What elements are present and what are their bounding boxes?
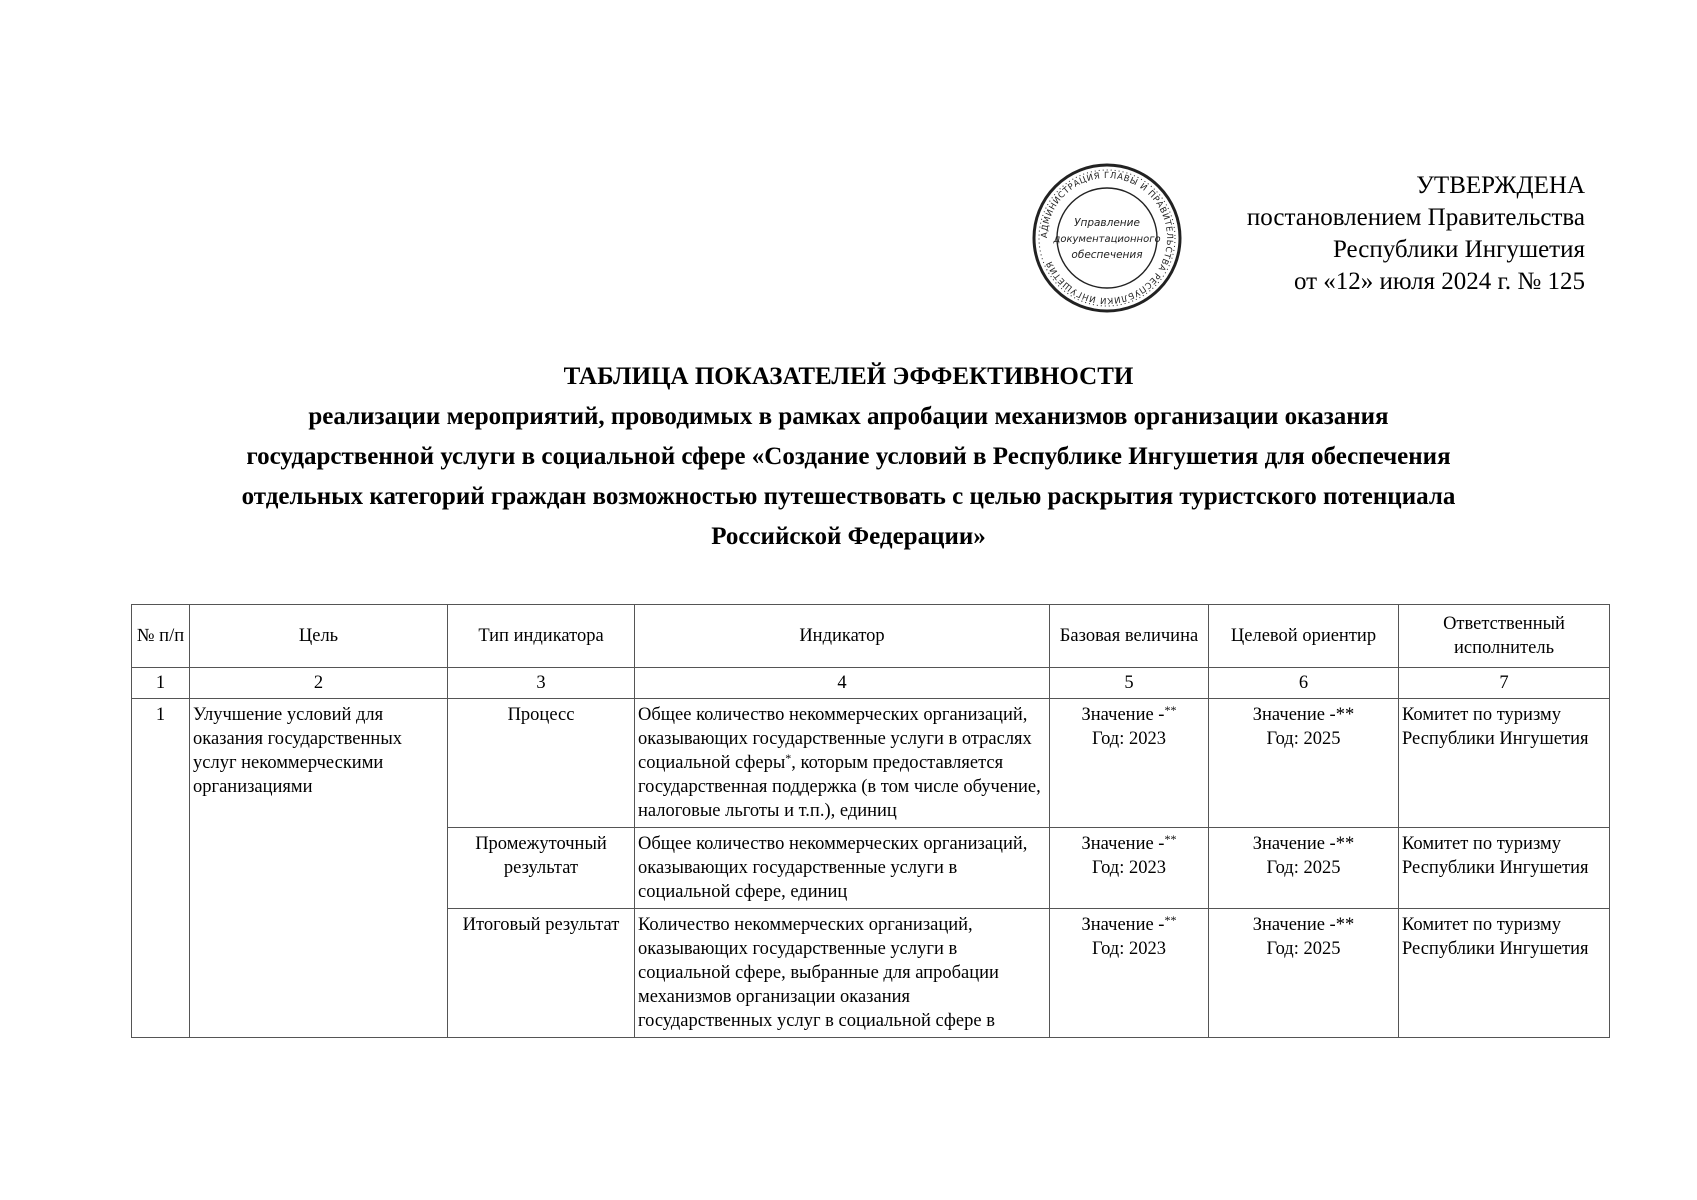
col-number: 3 [448,668,635,699]
indicator-text: Количество некоммерческих организаций, оказывающих государственные услуги в социальной сфере, выбранные для апробации механизмов организации оказания государственных услуг в социальной сфере в [635,909,1050,1038]
approval-republic: Республики Ингушетия [1332,236,1585,263]
approval-resolution: постановлением Правительства [1246,204,1585,231]
col-number: 7 [1399,668,1610,699]
target-value: Значение -** Год: 2025 [1209,699,1399,828]
target-value: Значение -** Год: 2025 [1209,909,1399,1038]
svg-text:обеспечения: обеспечения [1071,249,1143,261]
table-header-row [132,605,1610,668]
base-value: Значение -** Год: 2023 [1050,699,1209,828]
col-number: 4 [635,668,1050,699]
responsible-executor: Комитет по туризму Республики Ингушетия [1399,909,1610,1038]
target-value: Значение -** Год: 2025 [1209,828,1399,909]
header-indicator: Индикатор [635,605,1050,668]
responsible-executor: Комитет по туризму Республики Ингушетия [1399,699,1610,828]
title-main: ТАБЛИЦА ПОКАЗАТЕЛЕЙ ЭФФЕКТИВНОСТИ [563,363,1134,390]
indicator-text: Общее количество некоммерческих организаций, оказывающих государственные услуги в отраслях социальной сферы*, которым предоставляется государственная поддержка (в том числе обучение, налоговые льготы и т.п.), единиц [635,699,1050,828]
header-goal: Цель [190,605,448,668]
table-row [132,699,1610,828]
header-base: Базовая величина [1050,605,1209,668]
header-num: № п/п [132,605,190,668]
col-number: 1 [132,668,190,699]
svg-text:АДМИНИСТРАЦИЯ ГЛАВЫ И ПРАВИТЕЛ: АДМИНИСТРАЦИЯ ГЛАВЫ И ПРАВИТЕЛЬСТВА РЕСПУБЛИКИ ИНГУШЕТИЯ [1039,170,1175,306]
col-number: 5 [1050,668,1209,699]
approval-block [1247,170,1585,298]
indicator-type: Итоговый результат [448,909,635,1038]
title-line-3: государственной услуги в социальной сфере «Создание условий в Республике Ингушетия для обеспечения [246,443,1451,470]
col-number: 2 [190,668,448,699]
base-value: Значение -** Год: 2023 [1050,909,1209,1038]
approval-heading: УТВЕРЖДЕНА [1416,172,1585,199]
base-value: Значение -** Год: 2023 [1050,828,1209,909]
document-title [120,357,1577,557]
title-line-4: отдельных категорий граждан возможностью путешествовать с целью раскрытия туристского потенциала [241,483,1456,510]
header-type: Тип индикатора [448,605,635,668]
indicators-table [131,604,1610,1038]
goal-cell: Улучшение условий для оказания государственных услуг некоммерческими организациями [190,699,448,1038]
header-responsible: Ответственный исполнитель [1399,605,1610,668]
approval-date-number: от «12» июля 2024 г. № 125 [1293,268,1585,295]
indicator-type: Промежуточный результат [448,828,635,909]
svg-text:документационного: документационного [1053,234,1161,245]
svg-text:Управление: Управление [1074,217,1140,229]
header-target: Целевой ориентир [1209,605,1399,668]
indicator-text: Общее количество некоммерческих организаций, оказывающих государственные услуги в социальной сфере, единиц [635,828,1050,909]
row-number: 1 [132,699,190,1038]
indicator-type: Процесс [448,699,635,828]
column-numbers-row [132,668,1610,699]
responsible-executor: Комитет по туризму Республики Ингушетия [1399,828,1610,909]
official-seal [1031,162,1183,314]
col-number: 6 [1209,668,1399,699]
title-line-2: реализации мероприятий, проводимых в рамках апробации механизмов организации оказания [308,403,1389,430]
title-line-5: Российской Федерации» [711,523,986,550]
